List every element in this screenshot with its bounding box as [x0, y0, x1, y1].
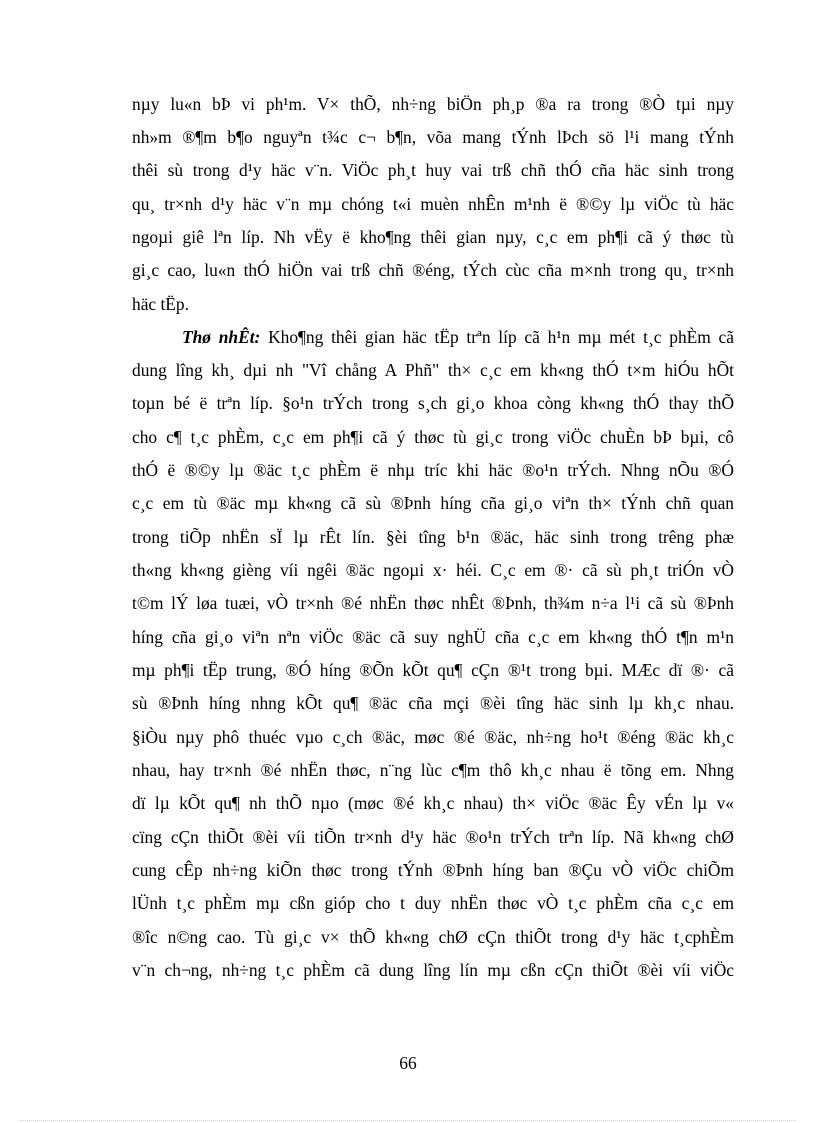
paragraph-lead-heading: Thø nhÊt:	[182, 327, 261, 347]
text-line: cung cÊp nh÷ng kiÕn thøc trong tÝnh ®Þnh híng ban ®Çu vÒ viÖc chiÕm	[132, 860, 734, 880]
text-line: híng cña gi¸o viªn nªn viÖc ®äc cã suy nghÜ cña c¸c em kh«ng thÓ t¶n m¹n	[132, 627, 734, 647]
text-line: dï lµ kÕt qu¶ nh thÕ nµo (møc ®é kh¸c nhau) th× viÖc ®äc Êy vÉn lµ v«	[132, 793, 734, 813]
text-line: nhau, hay tr×nh ®é nhËn thøc, n¨ng lùc c¶m thô kh¸c nhau ë tõng em. Nhng	[132, 760, 734, 780]
text-line: cho c¶ t¸c phÈm, c¸c em ph¶i cã ý thøc tù gi¸c trong viÖc chuÈn bÞ bµi, cô	[132, 427, 734, 447]
text-line: qu¸ tr×nh d¹y häc v¨n mµ chóng t«i muèn nhÊn m¹nh ë ®©y lµ viÖc tù häc	[132, 194, 734, 214]
text-line: ngoµi giê lªn líp. Nh vËy ë kho¶ng thêi gian nµy, c¸c em ph¶i cã ý thøc tù	[132, 227, 734, 247]
text-line: cïng cÇn thiÕt ®èi víi tiÕn tr×nh d¹y häc ®o¹n trÝch trªn líp. Nã kh«ng chØ	[132, 827, 734, 847]
text-line: lÜnh t¸c phÈm mµ cßn gióp cho t duy nhËn thøc vÒ t¸c phÈm cña c¸c em	[132, 893, 734, 913]
text-line: t©m lÝ løa tuæi, vÒ tr×nh ®é nhËn thøc nhÊt ®Þnh, th¾m n÷a l¹i cã sù ®Þnh	[132, 593, 734, 613]
text-line: mµ ph¶i tËp trung, ®Ó híng ®Õn kÕt qu¶ cÇn ®¹t trong bµi. MÆc dï ®· cã	[132, 660, 734, 680]
page-number: 66	[399, 1053, 417, 1073]
text-line: nh»m ®¶m b¶o nguyªn t¾c c¬ b¶n, võa mang tÝnh lÞch sö l¹i mang tÝnh	[132, 127, 734, 147]
text-line: Kho¶ng thêi gian häc tËp trªn líp cã h¹n mµ mét t¸c phÈm cã	[260, 327, 734, 347]
text-line: sù ®Þnh híng nhng kÕt qu¶ ®äc cña mçi ®èi tîng häc sinh lµ kh¸c nhau.	[132, 693, 734, 713]
text-line: §iÒu nµy phô thuéc vµo c¸ch ®äc, møc ®é ®äc, nh÷ng ho¹t ®éng ®äc kh¸c	[132, 727, 734, 747]
text-line: thêi sù trong d¹y häc v¨n. ViÖc ph¸t huy vai trß chñ thÓ cña häc sinh trong	[132, 160, 734, 180]
text-line: ®îc n©ng cao. Tù gi¸c v× thÕ kh«ng chØ cÇn thiÕt trong d¹y häc t¸cphÈm	[132, 927, 734, 947]
text-line: th«ng kh«ng gièng víi ngêi ®äc ngoµi x· héi. C¸c em ®· cã sù ph¸t triÓn vÒ	[132, 560, 734, 580]
text-line: nµy lu«n bÞ vi ph¹m. V× thÕ, nh÷ng biÖn ph¸p ®a ra trong ®Ò tµi nµy	[132, 94, 734, 114]
text-line: dung lîng kh¸ dµi nh "Vî chång A Phñ" th× c¸c em kh«ng thÓ t×m hiÓu hÕt	[132, 360, 734, 380]
text-line: häc tËp.	[132, 294, 189, 314]
paragraph-first-line	[182, 327, 734, 347]
text-line: toµn bé ë trªn líp. §o¹n trÝch trong s¸ch gi¸o khoa còng kh«ng thÓ thay thÕ	[132, 393, 734, 413]
page-bottom-divider	[20, 1120, 796, 1121]
text-line: c¸c em tù ®äc mµ kh«ng cã sù ®Þnh híng cña gi¸o viªn th× tÝnh chñ quan	[132, 493, 734, 513]
text-line: trong tiÕp nhËn sÏ lµ rÊt lín. §èi tîng b¹n ®äc, häc sinh trong trêng phæ	[132, 527, 734, 547]
text-line: gi¸c cao, lu«n thÓ hiÖn vai trß chñ ®éng, tÝch cùc cña m×nh trong qu¸ tr×nh	[132, 260, 734, 280]
text-line: thÓ ë ®©y lµ ®äc t¸c phÈm ë nhµ tríc khi häc ®o¹n trÝch. Nhng nÕu ®Ó	[132, 460, 734, 480]
text-line: v¨n ch¬ng, nh÷ng t¸c phÈm cã dung lîng lín mµ cßn cÇn thiÕt ®èi víi viÖc	[132, 960, 734, 980]
